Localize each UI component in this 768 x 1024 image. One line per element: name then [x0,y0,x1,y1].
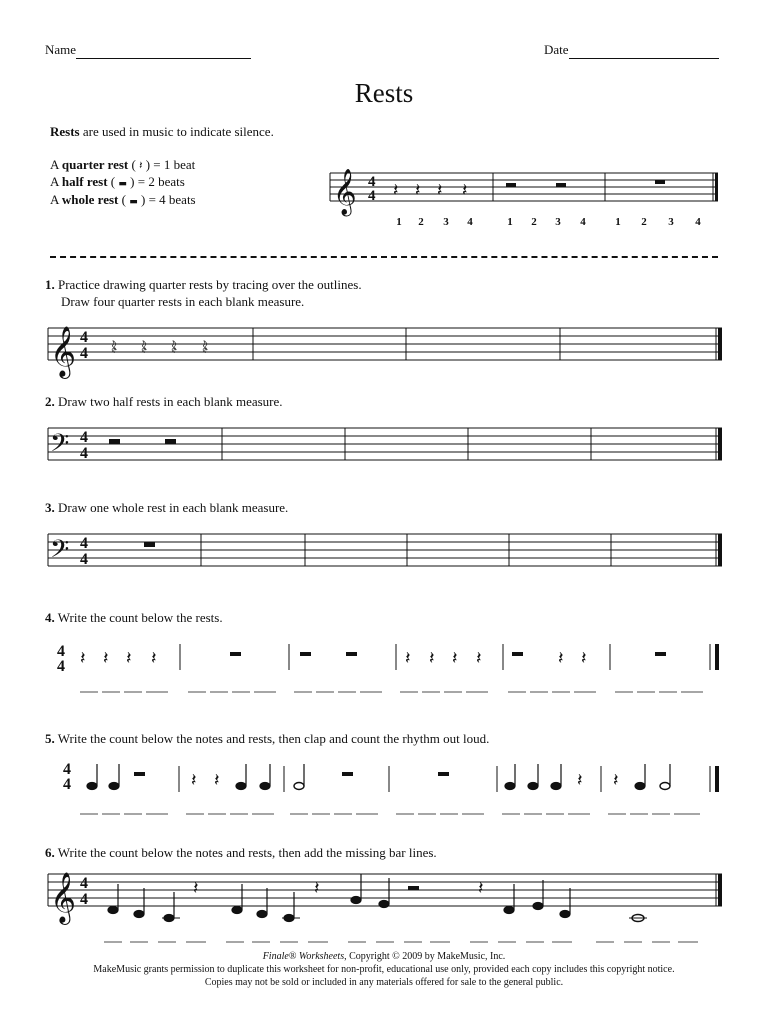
whole-rest-icon [655,180,665,184]
time-sig-top: 4 [368,174,376,190]
name-field [45,42,251,59]
exercise-5-rhythm[interactable] [0,752,768,822]
date-blank[interactable] [569,42,719,59]
definition-quarter: A quarter rest ( 𝄽 ) = 1 beat [50,157,196,172]
svg-text:4: 4 [580,216,586,228]
svg-text:4: 4 [80,875,88,892]
quarter-rest-outline-icon: 𝄽 [171,335,178,359]
quarter-rest-icon: 𝄽 [437,180,443,201]
quarter-rest-outline-icon: 𝄽 [141,335,148,359]
quarter-note-icon [260,783,270,790]
quarter-rest-icon: 𝄽 [214,770,220,791]
exercise-4-rhythm[interactable] [0,630,768,700]
half-rest-icon [300,652,311,656]
quarter-note-icon [560,911,570,918]
quarter-rest-icon: 𝄽 [476,648,482,669]
section-divider [50,256,718,258]
quarter-rest-icon: 𝄽 [103,648,109,669]
svg-text:2: 2 [641,216,647,228]
quarter-rest-icon: 𝄽 [405,648,411,669]
exercise-2-staff[interactable] [0,414,768,474]
svg-text:4: 4 [80,429,88,446]
quarter-note-icon [257,911,267,918]
svg-text:3: 3 [555,216,561,228]
quarter-note-icon [232,907,242,914]
quarter-note-icon [551,783,561,790]
half-rest-icon [346,652,357,656]
half-rest-icon [165,439,176,444]
whole-rest-icon [655,652,666,656]
quarter-rest-icon: 𝄽 [581,648,587,669]
half-rest-icon [342,772,353,776]
svg-text:2: 2 [531,216,537,228]
quarter-rest-icon: 𝄽 [577,770,583,791]
exercise-6-staff[interactable] [0,862,768,952]
half-rest-icon [512,652,523,656]
quarter-rest-icon: 𝄽 [139,159,143,172]
copyright-footer: Finale® Worksheets, Copyright © 2009 by MakeMusic, Inc. MakeMusic grants permission to duplicate this worksheet for non-profit, educational use only, provided each copy includes this copyright notice. Copies may not be sold or included in any materials offered for sale to the general public. [93,951,675,988]
exercise-1-staff[interactable] [0,312,768,377]
quarter-note-icon [108,907,118,914]
intro-text [50,124,274,140]
exercise-5-instructions: 5. Write the count below the notes and rests, then clap and count the rhythm out loud. [45,731,490,746]
quarter-rest-icon: 𝄽 [452,648,458,669]
quarter-rest-outline-icon: 𝄽 [111,335,118,359]
quarter-note-icon [109,783,119,790]
exercise-6-instructions: 6. Write the count below the notes and rests, then add the missing bar lines. [45,845,437,860]
svg-text:4: 4 [57,658,65,675]
quarter-rest-icon: 𝄽 [462,180,468,201]
svg-text:4: 4 [80,445,88,462]
definition-whole: A whole rest ( ▬ ) = 4 beats [50,192,196,207]
exercise-1-instructions: 1. Practice drawing quarter rests by tracing over the outlines. Draw four quarter rests in each blank measure. [45,277,362,309]
svg-text:4: 4 [80,891,88,908]
quarter-rest-icon: 𝄽 [478,878,484,899]
exercise-3-instructions: 3. Draw one whole rest in each blank measure. [45,500,289,515]
svg-text:1: 1 [615,216,621,228]
treble-clef-icon: 𝄞 [333,169,357,215]
date-field [544,42,719,59]
svg-text:2: 2 [418,216,424,228]
quarter-rest-icon: 𝄽 [429,648,435,669]
treble-clef-icon: 𝄞 [50,326,77,377]
quarter-rest-icon: 𝄽 [558,648,564,669]
svg-text:4: 4 [63,776,71,793]
half-rest-icon [109,439,120,444]
whole-rest-icon: ▬ [129,197,138,207]
half-rest-icon [556,183,566,187]
quarter-note-icon [533,903,543,910]
svg-text:4: 4 [80,345,88,362]
quarter-rest-icon: 𝄽 [151,648,157,669]
svg-text:1: 1 [507,216,513,228]
quarter-rest-icon: 𝄽 [191,770,197,791]
intro-term: Rests [50,124,80,139]
svg-text:4: 4 [80,551,88,568]
quarter-rest-outline-icon: 𝄽 [202,335,209,359]
time-sig-bottom: 4 [368,188,376,204]
whole-rest-icon [438,772,449,776]
half-rest-icon [134,772,145,776]
quarter-note-icon [351,897,361,904]
half-note-icon [660,783,670,790]
exercise-4-instructions: 4. Write the count below the rests. [45,610,223,625]
quarter-rest-icon: 𝄽 [613,770,619,791]
quarter-note-icon [134,911,144,918]
bass-clef-icon: 𝄢 [50,535,70,570]
whole-rest-icon [144,542,155,547]
name-label: Name [45,42,77,57]
half-rest-icon [506,183,516,187]
definition-half: A half rest ( ▬ ) = 2 beats [50,174,185,189]
treble-clef-icon: 𝄞 [50,872,77,923]
exercise-3-staff[interactable] [0,520,768,580]
quarter-note-icon [236,783,246,790]
half-rest-icon [408,886,419,890]
svg-text:4: 4 [695,216,701,228]
quarter-rest-icon: 𝄽 [314,878,320,899]
quarter-note-icon [528,783,538,790]
intro-body: are used in music to indicate silence. [79,124,274,139]
quarter-rest-icon: 𝄽 [126,648,132,669]
quarter-rest-icon: 𝄽 [415,180,421,201]
svg-text:3: 3 [668,216,674,228]
quarter-note-icon [379,901,389,908]
svg-text:4: 4 [80,535,88,552]
quarter-note-icon [635,783,645,790]
svg-text:4: 4 [57,643,65,660]
name-blank[interactable] [76,42,251,59]
svg-text:4: 4 [467,216,473,228]
svg-text:4: 4 [63,761,71,778]
exercise-2-instructions: 2. Draw two half rests in each blank measure. [45,394,283,409]
quarter-note-icon [505,783,515,790]
quarter-note-icon [504,907,514,914]
date-label: Date [544,42,569,57]
svg-text:1: 1 [396,216,402,228]
page-title: Rests [354,78,414,108]
half-note-icon [294,783,304,790]
whole-rest-icon [230,652,241,656]
quarter-rest-icon: 𝄽 [393,180,399,201]
svg-text:4: 4 [80,329,88,346]
quarter-note-icon [87,783,97,790]
svg-text:3: 3 [443,216,449,228]
bass-clef-icon: 𝄢 [50,429,70,464]
quarter-rest-icon: 𝄽 [80,648,86,669]
half-rest-icon: ▬ [118,179,127,189]
quarter-rest-icon: 𝄽 [193,878,199,899]
